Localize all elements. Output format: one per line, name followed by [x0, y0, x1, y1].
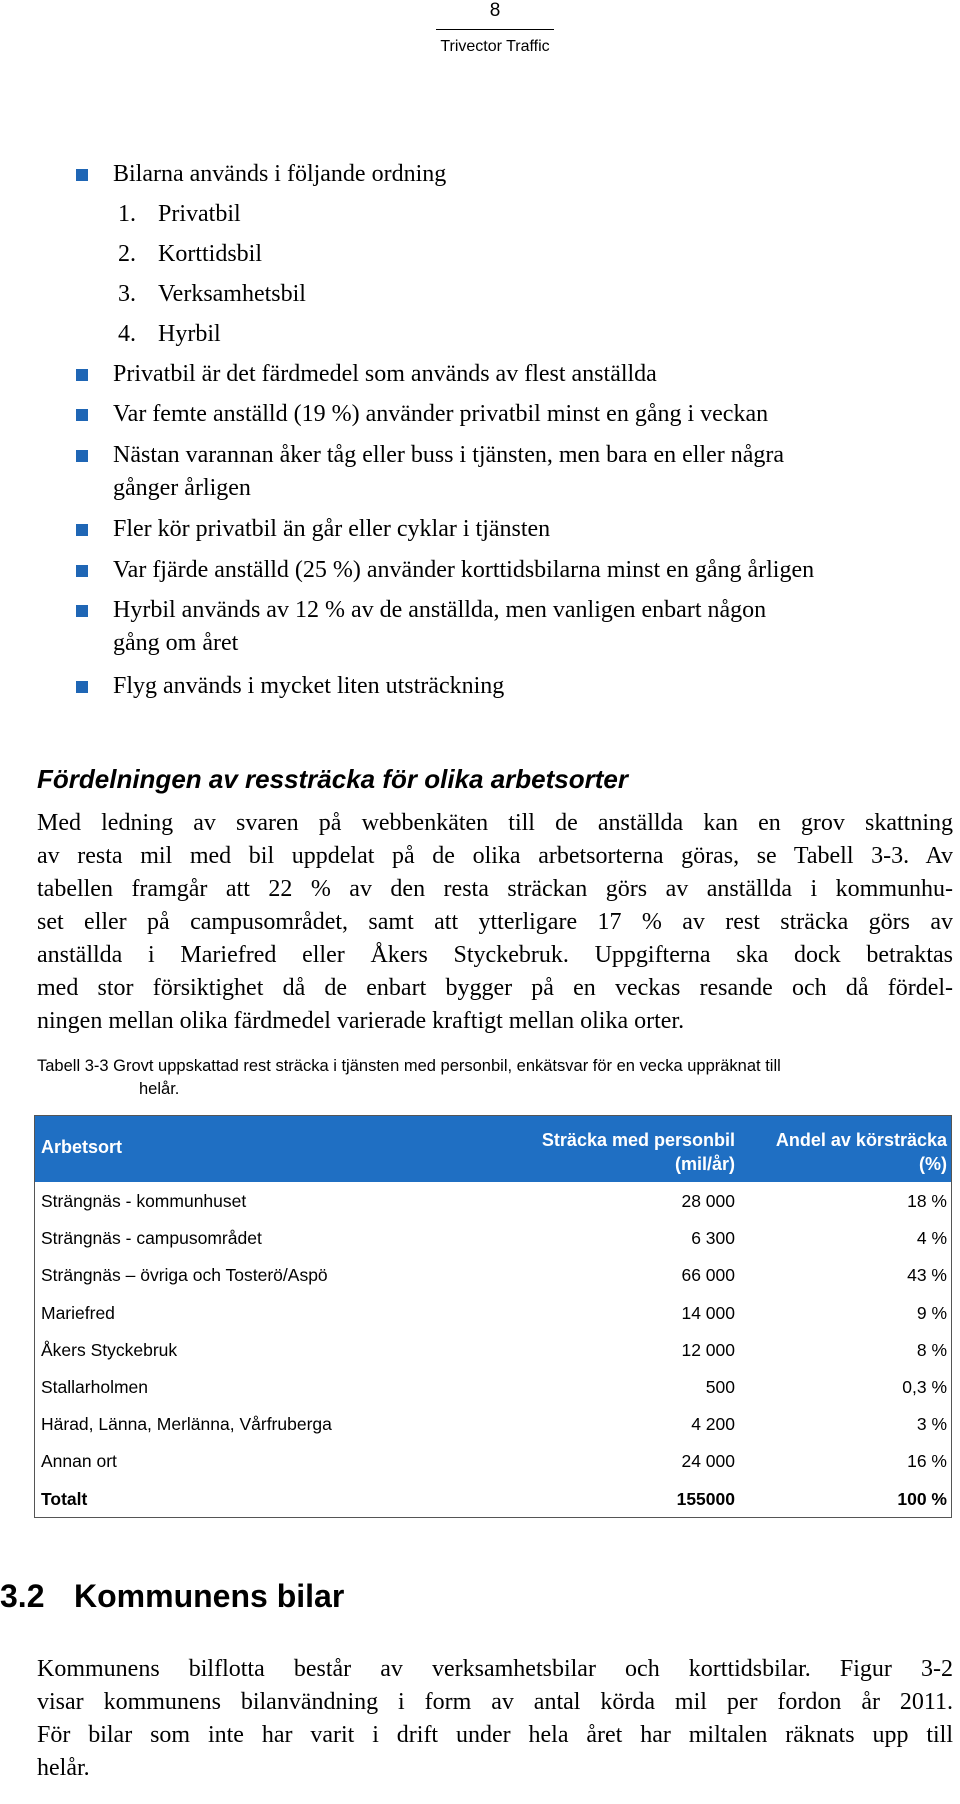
paragraph-line: anställda i Mariefred eller Åkers Styckebruk. Uppgifterna ska dock betraktas: [37, 942, 953, 968]
cell-share: 18 %: [907, 1191, 947, 1211]
cell-place: Strängnäs – övriga och Tosterö/Aspö: [41, 1265, 328, 1286]
cell-share: 9 %: [916, 1302, 947, 1323]
paragraph-line: av resta mil med bil uppdelat på de olika arbetsorterna göras, se Tabell 3-3. Av: [37, 843, 953, 869]
ordered-list-item: [118, 318, 221, 351]
list-item-text: Nästan varannan åker tåg eller buss i tjänsten, men bara en eller några: [113, 442, 785, 468]
list-item-text: gång om året: [113, 630, 239, 656]
chapter-heading: [0, 1578, 344, 1615]
bullet-square-icon: [76, 169, 88, 181]
table-row: [35, 1182, 951, 1219]
list-item-text: Flyg används i mycket liten utsträckning: [113, 673, 505, 699]
list-item-text: Verksamhetsbil: [158, 281, 306, 307]
section-heading: Fördelningen av ressträcka för olika arbetsorter: [37, 764, 628, 794]
page-number: 8: [489, 0, 501, 21]
bullet-square-icon: [76, 565, 88, 577]
paragraph-line: Med ledning av svaren på webbenkäten till de anställda kan en grov skattning: [37, 810, 953, 836]
table-row: [35, 1331, 951, 1368]
cell-share: 3 %: [916, 1414, 947, 1435]
cell-distance: 4 200: [691, 1414, 735, 1435]
table-row: [35, 1219, 951, 1256]
table-row: [35, 1442, 951, 1479]
distance-table: [34, 1115, 952, 1518]
list-item-text: Var fjärde anställd (25 %) använder korttidsbilarna minst en gång årligen: [113, 557, 815, 583]
list-item-text: Hyrbil: [158, 321, 221, 347]
ordered-list-item: [118, 198, 241, 231]
cell-place: Strängnäs - kommunhuset: [41, 1191, 247, 1211]
cell-distance: 155000: [676, 1488, 735, 1509]
header-share-unit: (%): [919, 1154, 947, 1174]
header-distance-unit: (mil/år): [674, 1154, 735, 1174]
list-number: 2.: [118, 241, 136, 267]
list-item-text: Privatbil är det färdmedel som används av flest anställda: [113, 361, 657, 387]
list-item-text: Hyrbil används av 12 % av de anställda, men vanligen enbart någon: [113, 597, 767, 623]
cell-distance: 24 000: [681, 1451, 735, 1472]
list-item-text: Fler kör privatbil än går eller cyklar i tjänsten: [113, 516, 551, 542]
list-number: 3.: [118, 281, 136, 307]
cell-place: Stallarholmen: [41, 1376, 148, 1397]
cell-place: Mariefred: [41, 1302, 115, 1323]
cell-share: 4 %: [916, 1228, 947, 1249]
paragraph-line: helår.: [37, 1755, 90, 1781]
table-caption-continued: helår.: [139, 1080, 180, 1098]
header-share: [755, 1128, 947, 1176]
paragraph-line: Kommunens bilflotta består av verksamhetsbilar och korttidsbilar. Figur 3-2: [37, 1656, 953, 1682]
table-caption: Tabell 3-3 Grovt uppskattad rest sträcka i tjänsten med personbil, enkätsvar för en vecka uppräknat till: [37, 1057, 781, 1075]
table-row: [35, 1405, 951, 1442]
cell-distance: 66 000: [681, 1265, 735, 1286]
bullet-square-icon: [76, 369, 88, 381]
list-item-text: Var femte anställd (19 %) använder privatbil minst en gång i veckan: [113, 401, 769, 427]
paragraph-line: med stor försiktighet då de enbart bygger på en veckas resande och då fördel-: [37, 975, 953, 1001]
cell-distance: 6 300: [691, 1228, 735, 1249]
ordered-list-item: [118, 278, 306, 311]
ordered-list-item: [118, 238, 262, 271]
header-arbetsort: Arbetsort: [41, 1137, 123, 1157]
list-item-text: gånger årligen: [113, 475, 251, 501]
table-header: [35, 1116, 951, 1182]
header-distance: [455, 1128, 735, 1176]
paragraph-line: ningen mellan olika färdmedel varierade kraftigt mellan olika orter.: [37, 1008, 685, 1034]
header-divider: [436, 29, 554, 30]
cell-share: 16 %: [907, 1451, 947, 1472]
cell-distance: 12 000: [681, 1339, 735, 1360]
list-item-text: Korttidsbil: [158, 241, 263, 267]
header-share-line: Andel av körsträcka: [775, 1130, 947, 1150]
bullet-square-icon: [76, 409, 88, 421]
table-total-row: [35, 1480, 951, 1517]
chapter-number: 3.2: [0, 1578, 45, 1614]
table-row: [35, 1256, 951, 1293]
cell-distance: 500: [705, 1376, 735, 1397]
bullet-square-icon: [76, 450, 88, 462]
list-number: 4.: [118, 321, 136, 347]
cell-place: Annan ort: [41, 1451, 117, 1472]
chapter-title: Kommunens bilar: [74, 1578, 345, 1614]
bullet-square-icon: [76, 681, 88, 693]
cell-share: 43 %: [907, 1265, 947, 1286]
bullet-square-icon: [76, 605, 88, 617]
paragraph-line: tabellen framgår att 22 % av den resta sträckan görs av anställda i kommunhu-: [37, 876, 953, 902]
paragraph-line: visar kommunens bilanvändning i form av antal körda mil per fordon år 2011.: [37, 1689, 953, 1715]
cell-share: 8 %: [916, 1339, 947, 1360]
paragraph-line: För bilar som inte har varit i drift under hela året har miltalen räknats upp till: [37, 1722, 953, 1748]
header-company: Trivector Traffic: [440, 38, 550, 55]
paragraph-line: set eller på campusområdet, samt att ytterligare 17 % av rest sträcka görs av: [37, 909, 953, 935]
cell-place: Härad, Länna, Merlänna, Vårfruberga: [41, 1414, 332, 1435]
cell-place: Åkers Styckebruk: [41, 1339, 178, 1360]
cell-distance: 14 000: [681, 1302, 735, 1323]
cell-share: 100 %: [897, 1488, 947, 1509]
cell-distance: 28 000: [681, 1191, 735, 1211]
cell-place: Strängnäs - campusområdet: [41, 1228, 262, 1249]
table-row: [35, 1294, 951, 1331]
header-distance-line: Sträcka med personbil: [541, 1130, 735, 1150]
bullet-square-icon: [76, 524, 88, 536]
list-item-text: Bilarna används i följande ordning: [113, 161, 447, 187]
cell-share: 0,3 %: [902, 1376, 947, 1397]
list-item-text: Privatbil: [158, 201, 241, 227]
cell-place: Totalt: [41, 1488, 88, 1509]
list-number: 1.: [118, 201, 136, 227]
table-row: [35, 1368, 951, 1405]
